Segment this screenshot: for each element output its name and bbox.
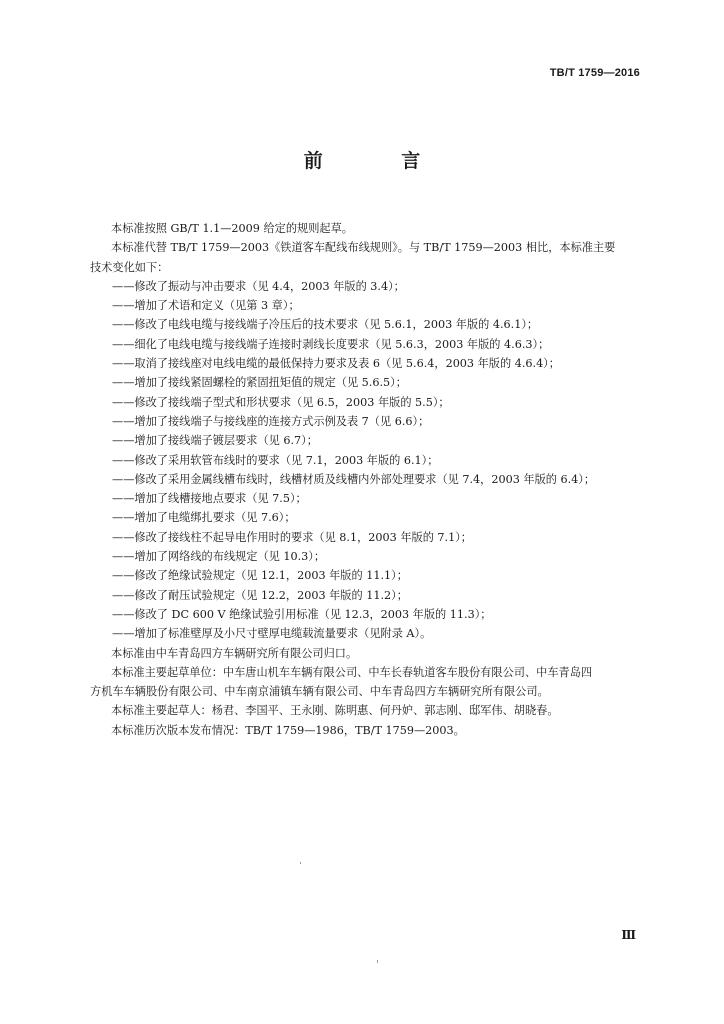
change-item: ——修改了振动与冲击要求（见 4.4，2003 年版的 3.4）； bbox=[112, 279, 405, 293]
change-item: ——修改了接线端子型式和形状要求（见 6.5，2003 年版的 5.5）； bbox=[112, 395, 450, 409]
change-item: ——增加了术语和定义（见第 3 章）； bbox=[112, 299, 300, 313]
drafters-paragraph: 本标准主要起草人：杨君、李国平、王永刚、陈明惠、何丹妒、郭志刚、邸军伟、胡晓春。 bbox=[111, 704, 559, 718]
intro-paragraph-2-line-2: 技术变化如下： bbox=[90, 260, 169, 274]
change-item: ——修改了耐压试验规定（见 12.2，2003 年版的 11.2）； bbox=[112, 588, 408, 602]
change-item: ——增加了电缆绑扎要求（见 7.6）； bbox=[112, 511, 296, 525]
change-item: ——增加了接线紧固螺栓的紧固扭矩值的规定（见 5.6.5）； bbox=[112, 376, 407, 390]
change-item: ——增加了接线端子与接线座的连接方式示例及表 7（见 6.6）； bbox=[112, 414, 430, 428]
change-item: ——修改了采用软管布线时的要求（见 7.1，2003 年版的 6.1）； bbox=[112, 453, 439, 467]
change-item: ——增加了接线端子镀层要求（见 6.7）； bbox=[112, 434, 318, 448]
version-history-paragraph: 本标准历次版本发布情况：TB/T 1759—1986，TB/T 1759—2003。 bbox=[111, 723, 465, 737]
change-item: ——修改了接线柱不起导电作用时的要求（见 8.1，2003 年版的 7.1）； bbox=[112, 530, 472, 544]
change-item: ——增加了网络线的布线规定（见 10.3）； bbox=[112, 550, 326, 564]
change-item: ——修改了采用金属线槽布线时，线槽材质及线槽内外部处理要求（见 7.4，2003 年版的 6.4）； bbox=[112, 472, 596, 486]
change-item: ——修改了电线电缆与接线端子冷压后的技术要求（见 5.6.1，2003 年版的 4.6.1）； bbox=[112, 318, 539, 332]
change-item: ——细化了电线电缆与接线端子连接时剥线长度要求（见 5.6.3，2003 年版的 4.6.3）； bbox=[112, 337, 550, 351]
scan-speck bbox=[377, 960, 378, 963]
change-item: ——修改了绝缘试验规定（见 12.1，2003 年版的 11.1）； bbox=[112, 569, 408, 583]
drafting-units-line-2: 方机车车辆股份有限公司、中车南京浦镇车辆有限公司、中车青岛四方车辆研究所有限公司。 bbox=[90, 685, 549, 699]
page-title: 前 言 bbox=[303, 150, 457, 172]
drafting-units-line-1: 本标准主要起草单位：中车唐山机车车辆有限公司、中车长春轨道客车股份有限公司、中车青岛四 bbox=[111, 665, 593, 679]
change-item: ——修改了 DC 600 V 绝缘试验引用标准（见 12.3，2003 年版的 11.3）； bbox=[112, 607, 492, 621]
intro-paragraph-2-line-1: 本标准代替 TB/T 1759—2003《铁道客车配线布线规则》。与 TB/T 1759—2003 相比，本标准主要 bbox=[111, 241, 616, 255]
foreword-body bbox=[90, 219, 646, 740]
change-item: ——取消了接线座对电线电缆的最低保持力要求及表 6（见 5.6.4，2003 年版的 4.6.4）； bbox=[112, 357, 560, 371]
page-number: Ⅲ bbox=[621, 928, 636, 942]
responsible-office-paragraph: 本标准由中车青岛四方车辆研究所有限公司归口。 bbox=[111, 646, 358, 660]
standard-code-header: TB/T 1759—2016 bbox=[549, 67, 640, 79]
change-item: ——增加了标准壁厚及小尺寸壁厚电缆载流量要求（见附录 A）。 bbox=[112, 627, 432, 641]
intro-paragraph-1: 本标准按照 GB/T 1.1—2009 给定的规则起草。 bbox=[111, 222, 353, 235]
change-item: ——增加了线槽接地点要求（见 7.5）； bbox=[112, 492, 307, 506]
scan-speck bbox=[300, 862, 301, 864]
